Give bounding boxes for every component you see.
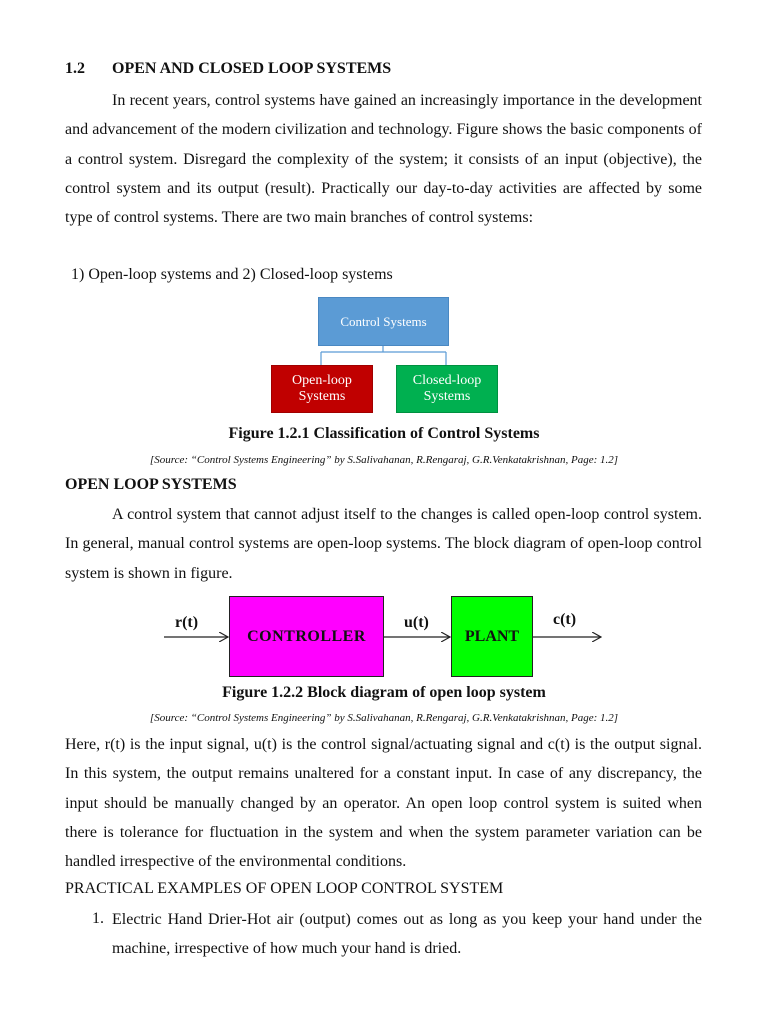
control-systems-box: [318, 297, 449, 346]
open-loop-systems-label: [292, 373, 352, 405]
open-loop-label-line2: Systems: [298, 389, 346, 404]
example-item-number: 1.: [92, 910, 104, 927]
closed-loop-systems-label: [413, 373, 481, 405]
closed-loop-label-line2: Systems: [423, 389, 471, 404]
plant-block: [451, 596, 533, 677]
control-systems-label: Control Systems: [340, 313, 427, 329]
open-loop-label-line1: Open-loop: [292, 373, 352, 388]
controller-label: CONTROLLER: [247, 627, 366, 645]
output-signal-label: c(t): [553, 611, 577, 628]
control-signal-label: u(t): [404, 614, 429, 631]
closed-loop-label-line1: Closed-loop: [412, 373, 482, 388]
open-loop-paragraph: A control system that cannot adjust itself to the changes is called open-loop control system. In general, manual control systems are open-loop systems. The block diagram of open-loop control system is shown in figure.: [65, 506, 702, 582]
explanation-paragraph: Here, r(t) is the input signal, u(t) is the control signal/actuating signal and c(t) is the output signal. In this system, the output remains unaltered for a constant input. In case of any discrepancy, the input should be manually changed by an operator. An open loop control system is suited when there is tolerance for fluctuation in the system and when the system parameter variation can be handled irrespective of the environmental conditions.: [65, 736, 702, 871]
open-loop-heading: OPEN LOOP SYSTEMS: [65, 476, 237, 493]
plant-label: PLANT: [464, 627, 520, 645]
section-heading: [65, 60, 391, 78]
intro-paragraph: In recent years, control systems have gained an increasingly importance in the development and advancement of the modern civilization and technology. Figure shows the basic components of a control system. Disregard the complexity of the system; it consists of an input (objective), the control system and its output (result). Practically our day-to-day activities are affected by some type of control systems. There are two main branches of control systems:: [65, 92, 702, 227]
input-signal-label: r(t): [175, 614, 199, 631]
figure2-caption: Figure 1.2.2 Block diagram of open loop system: [222, 684, 546, 701]
figure1-caption: Figure 1.2.1 Classification of Control Systems: [228, 425, 540, 442]
controller-block: [229, 596, 384, 677]
open-loop-systems-box: [271, 365, 373, 413]
closed-loop-systems-box: [396, 365, 498, 413]
figure1-source: [Source: “Control Systems Engineering” by S.Salivahanan, R.Rengaraj, G.R.Venkatakrishnan, Page: 1.2]: [149, 454, 619, 466]
example-item-text: Electric Hand Drier-Hot air (output) comes out as long as you keep your hand under the machine, irrespective of how much your hand is dried.: [112, 911, 702, 958]
section-number: 1.2: [65, 60, 85, 77]
section-title: OPEN AND CLOSED LOOP SYSTEMS: [112, 60, 392, 77]
figure2-source: [Source: “Control Systems Engineering” by S.Salivahanan, R.Rengaraj, G.R.Venkatakrishnan, Page: 1.2]: [149, 712, 619, 724]
branches-line: 1) Open-loop systems and 2) Closed-loop systems: [71, 266, 393, 283]
examples-heading: PRACTICAL EXAMPLES OF OPEN LOOP CONTROL SYSTEM: [65, 880, 504, 897]
